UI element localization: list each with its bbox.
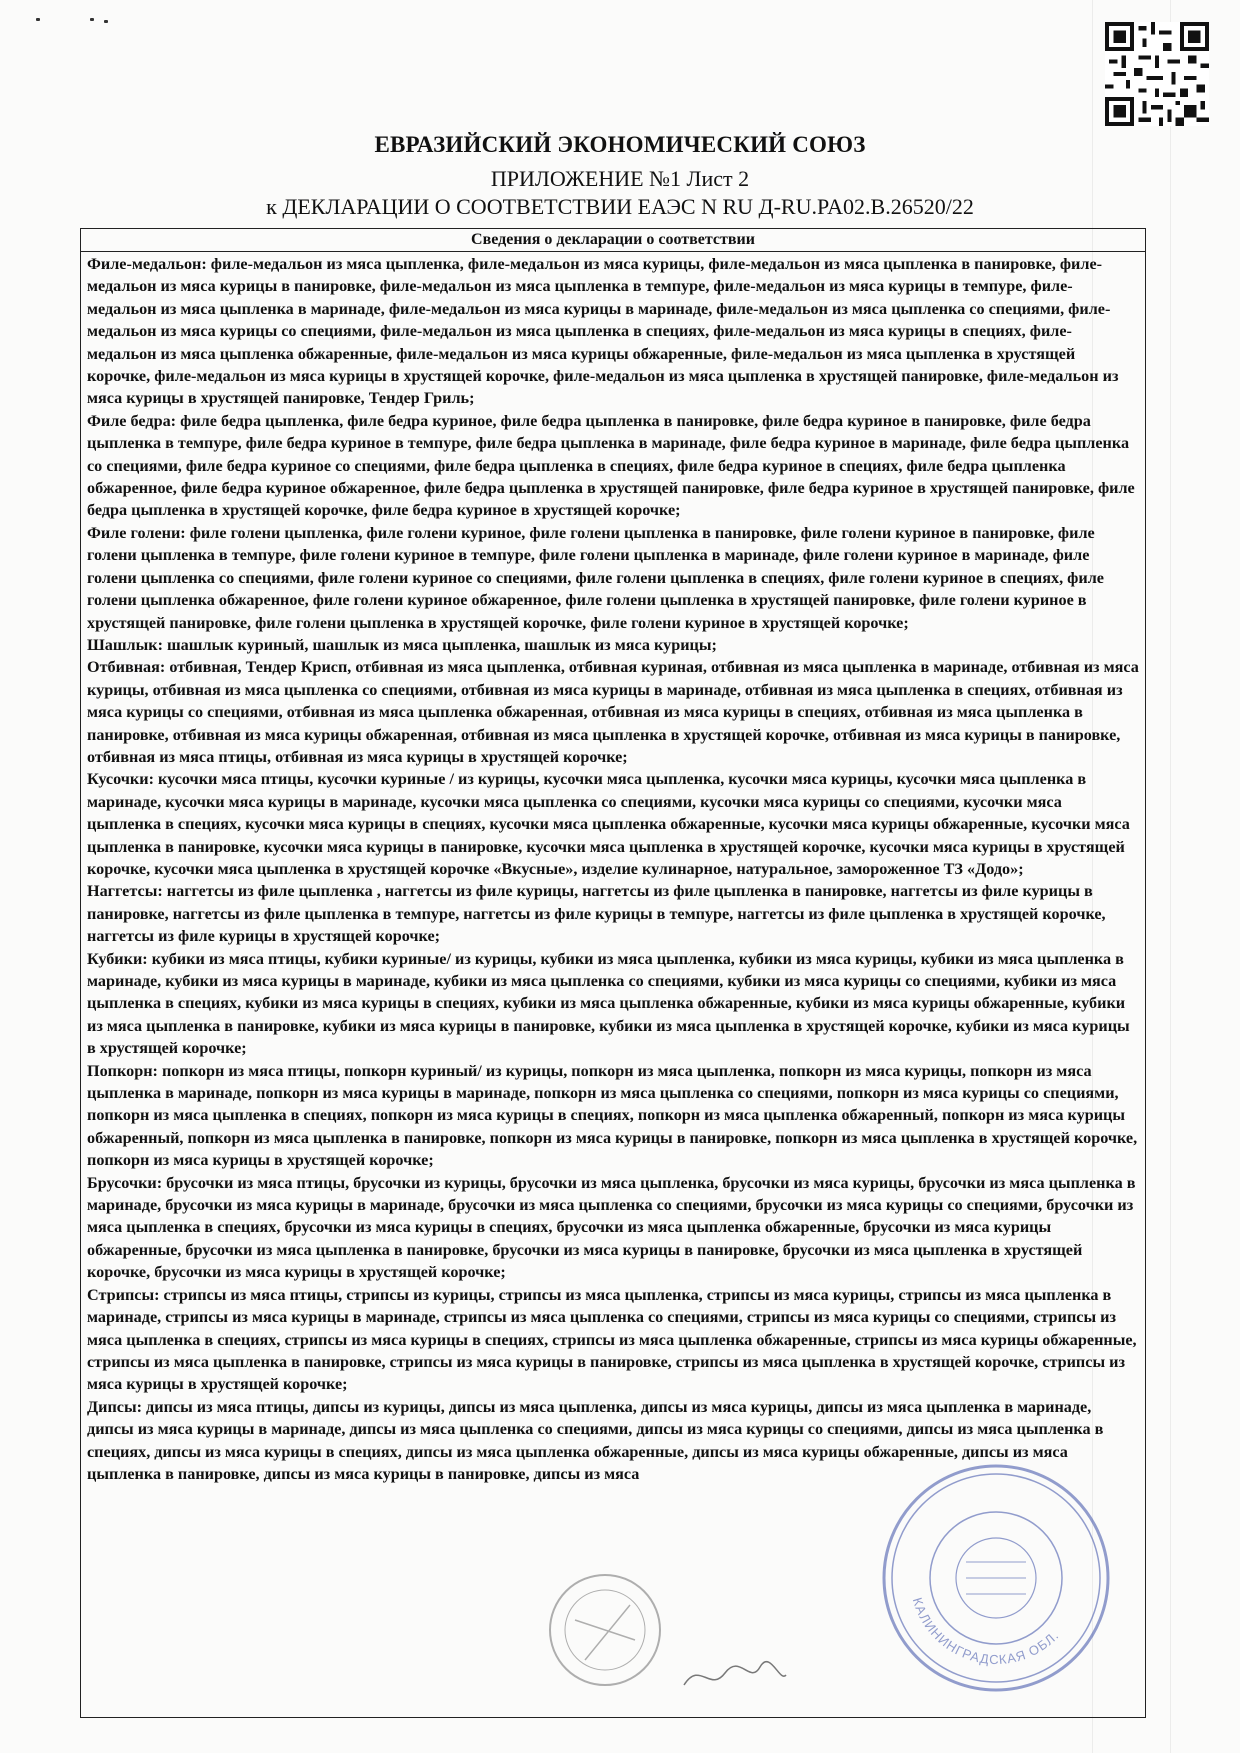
product-group-strips: Стрипсы: стрипсы из мяса птицы, стрипсы из курицы, стрипсы из мяса цыпленка, стрипсы из мяса курицы, стрипсы из мяса цыпленка в маринаде, стрипсы из мяса курицы в маринаде, стрипсы из мяса цыпленка со специями, стрипсы из мяса курицы со специями, стрипсы из мяса цыпленка в специях, стрипсы из мяса курицы в специях, стрипсы из мяса цыпленка обжаренные, стрипсы из мяса курицы обжаренные, стрипсы из мяса цыпленка в панировке, стрипсы из мяса курицы в панировке, стрипсы из мяса цыпленка в хрустящей корочке, стрипсы из мяса курицы в хрустящей корочке; [87,1285,1137,1394]
appendix-title: ПРИЛОЖЕНИЕ №1 Лист 2 [490,166,750,191]
scan-speck [90,18,94,21]
product-group-drumstick-fillet: Филе голени: филе голени цыпленка, филе голени куриное, филе голени цыпленка в панировке, филе голени куриное в панировке, филе голени цыпленка в темпуре, филе голени куриное в темпуре, филе голени цыпленка в маринаде, филе голени куриное в маринаде, филе голени цыпленка со специями, филе голени куриное со специями, филе голени цыпленка в специях, филе голени куриное в специях, филе голени цыпленка обжаренное, филе голени куриное обжаренное, филе голени цыпленка в хрустящей панировке, филе голени куриное в хрустящей панировке, филе голени цыпленка в хрустящей корочке, филе голени куриное в хрустящей корочке; [87,523,1104,632]
product-group-thigh-fillet: Филе бедра: филе бедра цыпленка, филе бедра куриное, филе бедра цыпленка в панировке, филе бедра куриное в панировке, филе бедра цыпленка в темпуре, филе бедра куриное в темпуре, филе бедра цыпленка в маринаде, филе бедра куриное в маринаде, филе бедра цыпленка со специями, филе бедра куриное со специями, филе бедра цыпленка в специях, филе бедра куриное в специях, филе бедра цыпленка обжаренное, филе бедра куриное обжаренное, филе бедра цыпленка в хрустящей панировке, филе бедра куриное в хрустящей панировке, филе бедра цыпленка в хрустящей корочке, филе бедра куриное в хрустящей корочке; [87,411,1135,520]
signature [680,1655,790,1695]
product-group-popcorn: Попкорн: попкорн из мяса птицы, попкорн куриный/ из курицы, попкорн из мяса цыпленка, попкорн из мяса курицы, попкорн из мяса цыпленка в маринаде, попкорн из мяса курицы в маринаде, попкорн из мяса цыпленка со специями, попкорн из мяса курицы со специями, попкорн из мяса цыпленка в специях, попкорн из мяса курицы в специях, попкорн из мяса цыпленка обжаренный, попкорн из мяса курицы обжаренный, попкорн из мяса цыпленка в панировке, попкорн из мяса курицы в панировке, попкорн из мяса цыпленка в хрустящей корочке, попкорн из мяса курицы в хрустящей корочке; [87,1061,1138,1170]
declaration-number: к ДЕКЛАРАЦИИ О СООТВЕТСТВИИ ЕАЭС N RU Д-RU.PA02.B.26520/22 [266,194,974,219]
product-group-cubes: Кубики: кубики из мяса птицы, кубики куриные/ из курицы, кубики из мяса цыпленка, кубики из мяса курицы, кубики из мяса цыпленка в маринаде, кубики из мяса курицы в маринаде, кубики из мяса цыпленка со специями, кубики из мяса курицы со специями, кубики из мяса цыпленка в специях, кубики из мяса курицы в специях, кубики из мяса цыпленка обжаренные, кубики из мяса курицы обжаренные, кубики из мяса цыпленка в панировке, кубики из мяса курицы в панировке, кубики из мяса цыпленка в хрустящей корочке, кубики из мяса курицы в хрустящей корочке; [87,949,1130,1058]
scan-speck [36,18,40,21]
company-stamp [880,1462,1112,1694]
product-group-chop: Отбивная: отбивная, Тендер Крисп, отбивная из мяса цыпленка, отбивная куриная, отбивная из мяса цыпленка в маринаде, отбивная из мяса курицы, отбивная из мяса цыпленка со специями, отбивная из мяса курицы в маринаде, отбивная из мяса цыпленка в специях, отбивная из мяса курицы со специями, отбивная из мяса цыпленка обжаренная, отбивная из мяса курицы в специях, отбивная из мяса цыпленка в панировке, отбивная из мяса курицы обжаренная, отбивная из мяса цыпленка в хрустящей корочке, отбивная из мяса курицы в панировке, отбивная из мяса птицы, отбивная из мяса курицы в хрустящей корочке; [87,658,1139,766]
product-group-pieces: Кусочки: кусочки мяса птицы, кусочки куриные / из курицы, кусочки мяса цыпленка, кусочки мяса курицы, кусочки мяса цыпленка в маринаде, кусочки мяса курицы в маринаде, кусочки мяса цыпленка со специями, кусочки мяса курицы со специями, кусочки мяса цыпленка в специях, кусочки мяса курицы в специях, кусочки мяса цыпленка обжаренные, кусочки мяса курицы обжаренные, кусочки мяса цыпленка в панировке, кусочки мяса курицы в панировке, кусочки мяса цыпленка в хрустящей корочке, кусочки мяса курицы в хрустящей корочке, кусочки мяса цыпленка в хрустящей корочке «Вкусные», изделие кулинарное, натуральное, замороженное ТЗ «Додо»; [87,770,1130,878]
product-group-bars: Брусочки: брусочки из мяса птицы, брусочки из курицы, брусочки из мяса цыпленка, брусочки из мяса курицы, брусочки из мяса цыпленка в маринаде, брусочки из мяса курицы в маринаде, брусочки из мяса цыпленка со специями, брусочки из мяса курицы со специями, брусочки из мяса цыпленка в специях, брусочки из мяса курицы в специях, брусочки из мяса цыпленка обжаренные, брусочки из мяса курицы обжаренные, брусочки из мяса цыпленка в панировке, брусочки из мяса курицы в панировке, брусочки из мяса цыпленка в хрустящей корочке, брусочки из мяса курицы в хрустящей корочке; [87,1173,1136,1282]
product-group-file-medallion: Филе-медальон: филе-медальон из мяса цыпленка, филе-медальон из мяса курицы, филе-медальон из мяса цыпленка в панировке, филе-медальон из мяса курицы в панировке, филе-медальон из мяса цыпленка в темпуре, филе-медальон из мяса курицы в темпуре, филе-медальон из мяса цыпленка в маринаде, филе-медальон из мяса курицы в маринаде, филе-медальон из мяса цыпленка со специями, филе-медальон из мяса курицы со специями, филе-медальон из мяса цыпленка в специях, филе-медальон из мяса курицы в специях, филе-медальон из мяса цыпленка обжаренные, филе-медальон из мяса курицы обжаренные, филе-медальон из мяса цыпленка в хрустящей корочке, филе-медальон из мяса курицы в хрустящей корочке, филе-медальон из мяса цыпленка в хрустящей панировке, филе-медальон из мяса курицы в хрустящей панировке, Тендер Гриль; [87,255,1119,408]
product-group-shashlik: Шашлык: шашлык куриный, шашлык из мяса цыпленка, шашлык из мяса курицы; [87,635,717,654]
table-body [81,252,1145,1485]
scan-line [1170,0,1171,1753]
product-group-dips: Дипсы: дипсы из мяса птицы, дипсы из курицы, дипсы из мяса цыпленка, дипсы из мяса курицы, дипсы из мяса цыпленка в маринаде, дипсы из мяса курицы в маринаде, дипсы из мяса цыпленка со специями, дипсы из мяса курицы со специями, дипсы из мяса цыпленка в специях, дипсы из мяса курицы в специях, дипсы из мяса цыпленка обжаренные, дипсы из мяса курицы обжаренные, дипсы из мяса цыпленка в панировке, дипсы из мяса курицы в панировке, дипсы из мяса [87,1397,1104,1483]
product-group-nuggets: Наггетсы: наггетсы из филе цыпленка , наггетсы из филе курицы, наггетсы из филе цыпленка в панировке, наггетсы из филе курицы в панировке, наггетсы из филе цыпленка в темпуре, наггетсы из филе курицы в темпуре, наггетсы из филе цыпленка в хрустящей корочке, наггетсы из филе курицы в хрустящей корочке; [87,882,1106,946]
scan-speck [104,20,108,23]
qr-code [1105,22,1209,126]
svg-text:КАЛИНИНГРАДСКАЯ ОБЛ. [910,1596,1062,1667]
table-header: Сведения о декларации о соответствии [81,229,1145,252]
union-title: ЕВРАЗИЙСКИЙ ЭКОНОМИЧЕСКИЙ СОЮЗ [374,132,866,157]
stamp-text: КАЛИНИНГРАДСКАЯ ОБЛ. [909,1595,1062,1668]
partial-seal [545,1560,665,1710]
